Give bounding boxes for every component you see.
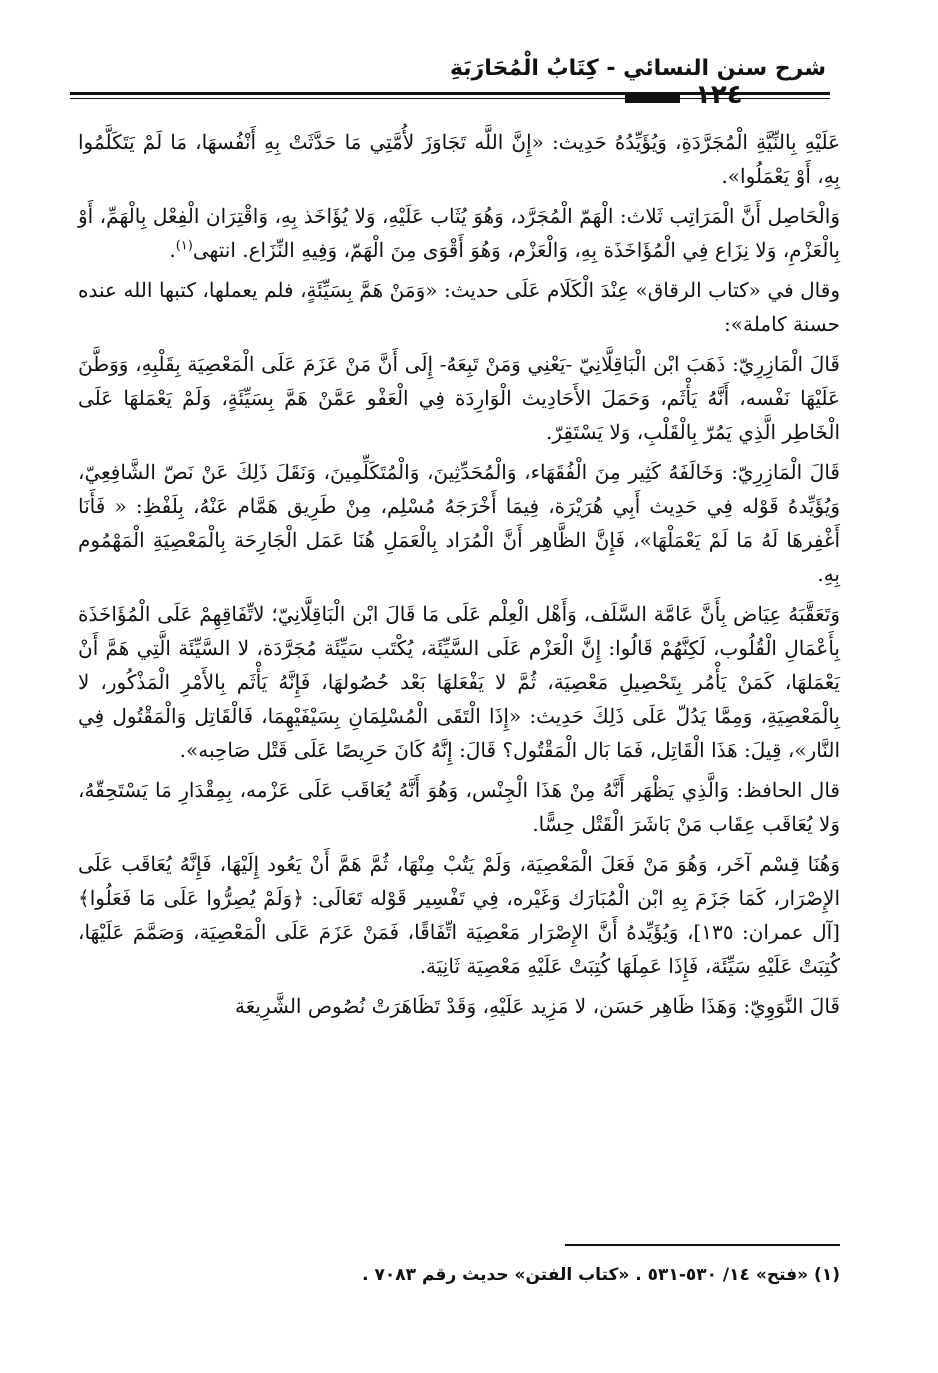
paragraph: عَلَيْهِ بِالنِّيَّةِ الْمُجَرَّدَةِ، وَيُؤَيِّدُهُ حَدِيث: «إِنَّ اللَّه تَجَاوَزَ لأُمَّتِي مَا حَدَّثَتْ بِهِ أَنْفُسهَا، مَا لَمْ يَتَكَلَّمُوا بِهِ، أَوْ يَعْمَلُوا». <box>78 130 841 188</box>
paragraph: قَالَ النَّوَوِيّ: وَهَذَا ظَاهِر حَسَن، لا مَزِيد عَلَيْهِ، وَقَدْ تَظَاهَرَتْ نُصُوص الشَّرِيعَة <box>235 994 840 1018</box>
paragraph: وَهُنَا قِسْم آخَر، وَهُوَ مَنْ فَعَلَ الْمَعْصِيَة، وَلَمْ يَتُبْ مِنْهَا، ثُمَّ هَمَّ أَنْ يَعُود إِلَيْهَا، فَإِنَّهُ يُعَاقَب عَلَى الإِصْرَار، كَمَا جَزَمَ بِهِ ابْن الْمُبَارَك وَغَيْره، فِي تَفْسِير قَوْله تَعَالَى: ﴿وَلَمْ يُصِرُّوا عَلَى مَا فَعَلُوا﴾ [آل عمران: ١٣٥]، وَيُؤَيِّدهُ أَنَّ الإِصْرَار مَعْصِيَة اتِّفَاقًا، فَمَنْ عَزَمَ عَلَى الْمَعْصِيَة، وَصَمَّمَ عَلَيْهَا، كُتِبَتْ عَلَيْهِ سَيِّئَة، فَإِذَا عَمِلَهَا كُتِبَتْ عَلَيْهِ مَعْصِيَة ثَانِيَة. <box>78 852 840 978</box>
paragraph: قال الحافظ: وَالَّذِي يَظْهَر أَنَّهُ مِنْ هَذَا الْجِنْس، وَهُوَ أَنَّهُ يُعَاقَب عَلَى عَزْمه، بِمِقْدَارِ مَا يَسْتَحِقّهُ، وَلا يُعَاقَب عِقَاب مَنْ بَاشَرَ الْقَتْل حِسًّا. <box>78 778 840 836</box>
header-title: شرح سنن النسائي - كِتَابُ الْمُحَارَبَةِ <box>449 56 826 81</box>
paragraph: قَالَ الْمَازِرِيّ: وَخَالَفَهُ كَثِير مِنَ الْفُقَهَاء، وَالْمُحَدِّثِينَ، وَالْمُتَكَلِّمِينَ، وَنَقَلَ ذَلِكَ عَنْ نَصّ الشَّافِعِيّ، وَيُؤَيِّدهُ قَوْله فِي حَدِيث أَبِي هُرَيْرَة، فِيمَا أَخْرَجَهُ مُسْلِم، مِنْ طَرِيق هَمَّام عَنْهُ، بِلَفْظِ: « فَأَنَا أَغْفِرهَا لَهُ مَا لَمْ يَعْمَلْهَا»، فَإِنَّ الظَّاهِر أَنَّ الْمُرَاد بِالْعَمَلِ هُنَا عَمَل الْجَارِحَة بِالْمَعْصِيَةِ الْمَهْمُوم بِهِ. <box>78 460 840 586</box>
paragraph: قَالَ الْمَازِرِيّ: ذَهَبَ ابْن الْبَاقِلَّانِيّ -يَعْنِي وَمَنْ تَبِعَهُ- إِلَى أَنَّ مَنْ عَزَمَ عَلَى الْمَعْصِيَة بِقَلْبِهِ، وَوَطَّنَ عَلَيْهَا نَفْسه، أَنَّهُ يَأْثَم، وَحَمَلَ الأَحَادِيث الْوَارِدَة فِي الْعَفْو عَمَّنْ هَمَّ بِسَيِّئَةٍ، وَلَمْ يَعْمَلهَا عَلَى الْخَاطِر الَّذِي يَمُرّ بِالْقَلْبِ، وَلا يَسْتَقِرّ. <box>78 352 840 444</box>
paragraph: وَتَعَقَّبَهُ عِيَاض بِأَنَّ عَامَّة السَّلَف، وَأَهْل الْعِلْم عَلَى مَا قَالَ ابْن الْبَاقِلَّانِيّ؛ لاتِّفَاقِهِمْ عَلَى الْمُؤَاخَذَة بِأَعْمَالِ الْقُلُوب، لَكِنَّهُمْ قَالُوا: إِنَّ الْعَزْم عَلَى السَّيِّئَة، يُكْتَب سَيِّئَة مُجَرَّدَة، لا السَّيِّئَة الَّتِي هَمَّ أَنْ يَعْمَلهَا، كَمَنْ يَأْمُر بِتَحْصِيلِ مَعْصِيَة، ثُمَّ لا يَفْعَلهَا بَعْد حُصُولهَا، فَإِنَّهُ يَأْثَم بِالأَمْرِ الْمَذْكُور، لا بِالْمَعْصِيَةِ، وَمِمَّا يَدُلّ عَلَى ذَلِكَ حَدِيث: «إِذَا الْتَقَى الْمُسْلِمَانِ بِسَيْفَيْهِمَا، فَالْقَاتِل وَالْمَقْتُول فِي النَّار»، قِيلَ: هَذَا الْقَاتِل، فَمَا بَال الْمَقْتُول؟ قَالَ: إِنَّهُ كَانَ حَرِيصًا عَلَى قَتْل صَاحِبه». <box>78 602 840 762</box>
footnote-separator <box>565 1244 840 1246</box>
paragraph: وقال في «كتاب الرقاق» عِنْدَ الْكَلَام عَلَى حديث: «وَمَنْ هَمَّ بِسَيِّئَةٍ، فلم يعملها، كتبها الله عنده حسنة كاملة»: <box>78 278 840 336</box>
page-number: ١٢٤ <box>695 80 743 110</box>
footnote-marker: (١) <box>175 238 193 254</box>
page-number-bar <box>625 93 680 103</box>
footnote: (١) «فتح» ١٤/ ٥٣٠-٥٣١ . «كتاب الفتن» حديث رقم ٧٠٨٣ . <box>362 1265 840 1285</box>
paragraph-with-footnote: وَالْحَاصِل أَنَّ الْمَرَاتِب ثَلاث: الْهَمّ الْمُجَرَّد، وَهُوَ يُثَاب عَلَيْهِ، وَلا يُؤَاخَذ بِهِ، وَاقْتِرَان الْفِعْل بِالْهَمِّ، أَوْ بِالْعَزْمِ، وَلا نِزَاع فِي الْمُؤَاخَذَة بِهِ، وَالْعَزْم، وَهُوَ أَقْوَى مِنَ الْهَمّ، وَفِيهِ النِّزَاع. انتهى$^{(١)}$. <box>78 204 840 262</box>
main-text <box>78 125 840 1029</box>
paragraph-text: وَالْحَاصِل أَنَّ الْمَرَاتِب ثَلاث: الْهَمّ الْمُجَرَّد، وَهُوَ يُثَاب عَلَيْهِ، وَلا يُؤَاخَذ بِهِ، وَاقْتِرَان الْفِعْل بِالْهَمِّ، أَوْ بِالْعَزْمِ، وَلا نِزَاع فِي الْمُؤَاخَذَة بِهِ، وَالْعَزْم، وَهُوَ أَقْوَى مِنَ الْهَمّ، وَفِيهِ النِّزَاع. انتهى <box>78 204 840 262</box>
page-number-block <box>625 80 825 110</box>
